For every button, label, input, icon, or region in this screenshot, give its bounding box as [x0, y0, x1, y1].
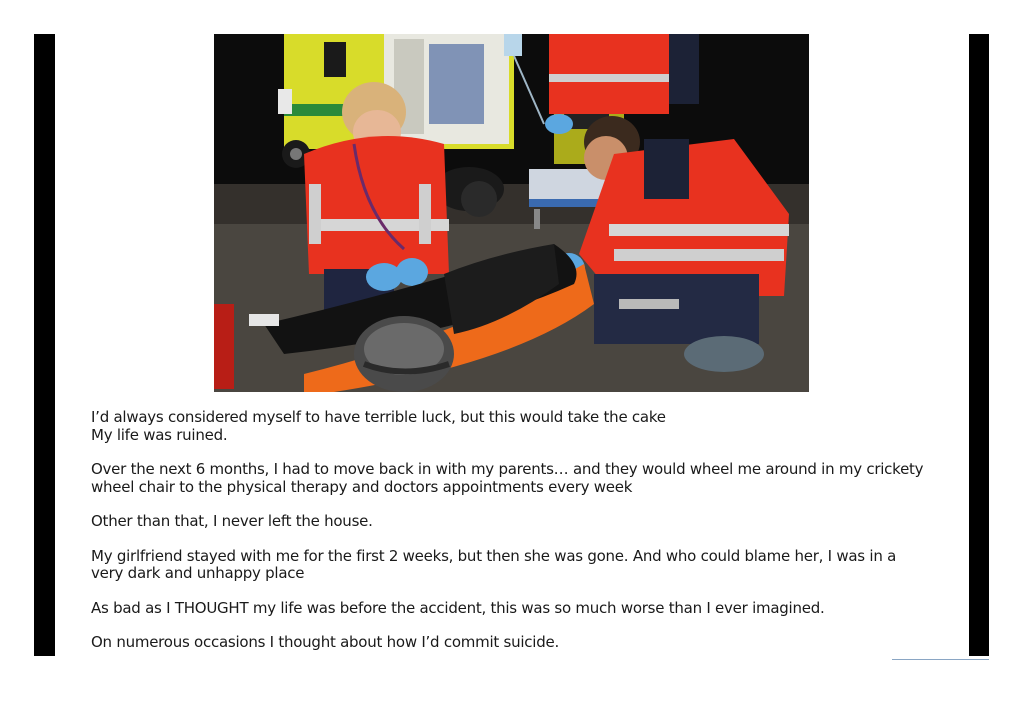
paragraph-line: My girlfriend stayed with me for the first 2 weeks, but then she was gone. And who could blame her, I was in a very dark and unhappy place	[91, 546, 897, 582]
paragraph-line: I’d always considered myself to have terrible luck, but this would take the cake	[91, 408, 666, 426]
paragraph-line: My life was ruined.	[91, 425, 228, 444]
paragraph-line: On numerous occasions I thought about how I’d commit suicide.	[91, 633, 559, 651]
paragraph	[91, 461, 931, 496]
paragraph-line: Other than that, I never left the house.	[91, 512, 373, 530]
right-frame-bar	[969, 34, 989, 656]
divider-rule	[892, 659, 989, 660]
paragraph	[91, 634, 931, 652]
paragraph-line: As bad as I THOUGHT my life was before the accident, this was so much worse than I ever imagined.	[91, 598, 825, 617]
paragraph-line: Over the next 6 months, I had to move back in with my parents… and they would wheel me around in my crickety wheel chair to the physical therapy and doctors appointments every week	[91, 460, 924, 496]
paragraph	[91, 513, 931, 531]
article-text	[91, 409, 931, 656]
article-photo	[214, 34, 809, 392]
paragraph	[91, 548, 931, 583]
article-content	[55, 34, 969, 656]
paragraph	[91, 409, 931, 444]
paramedics-photo-illustration	[214, 34, 809, 392]
left-frame-bar	[34, 34, 55, 656]
paragraph	[91, 600, 931, 618]
